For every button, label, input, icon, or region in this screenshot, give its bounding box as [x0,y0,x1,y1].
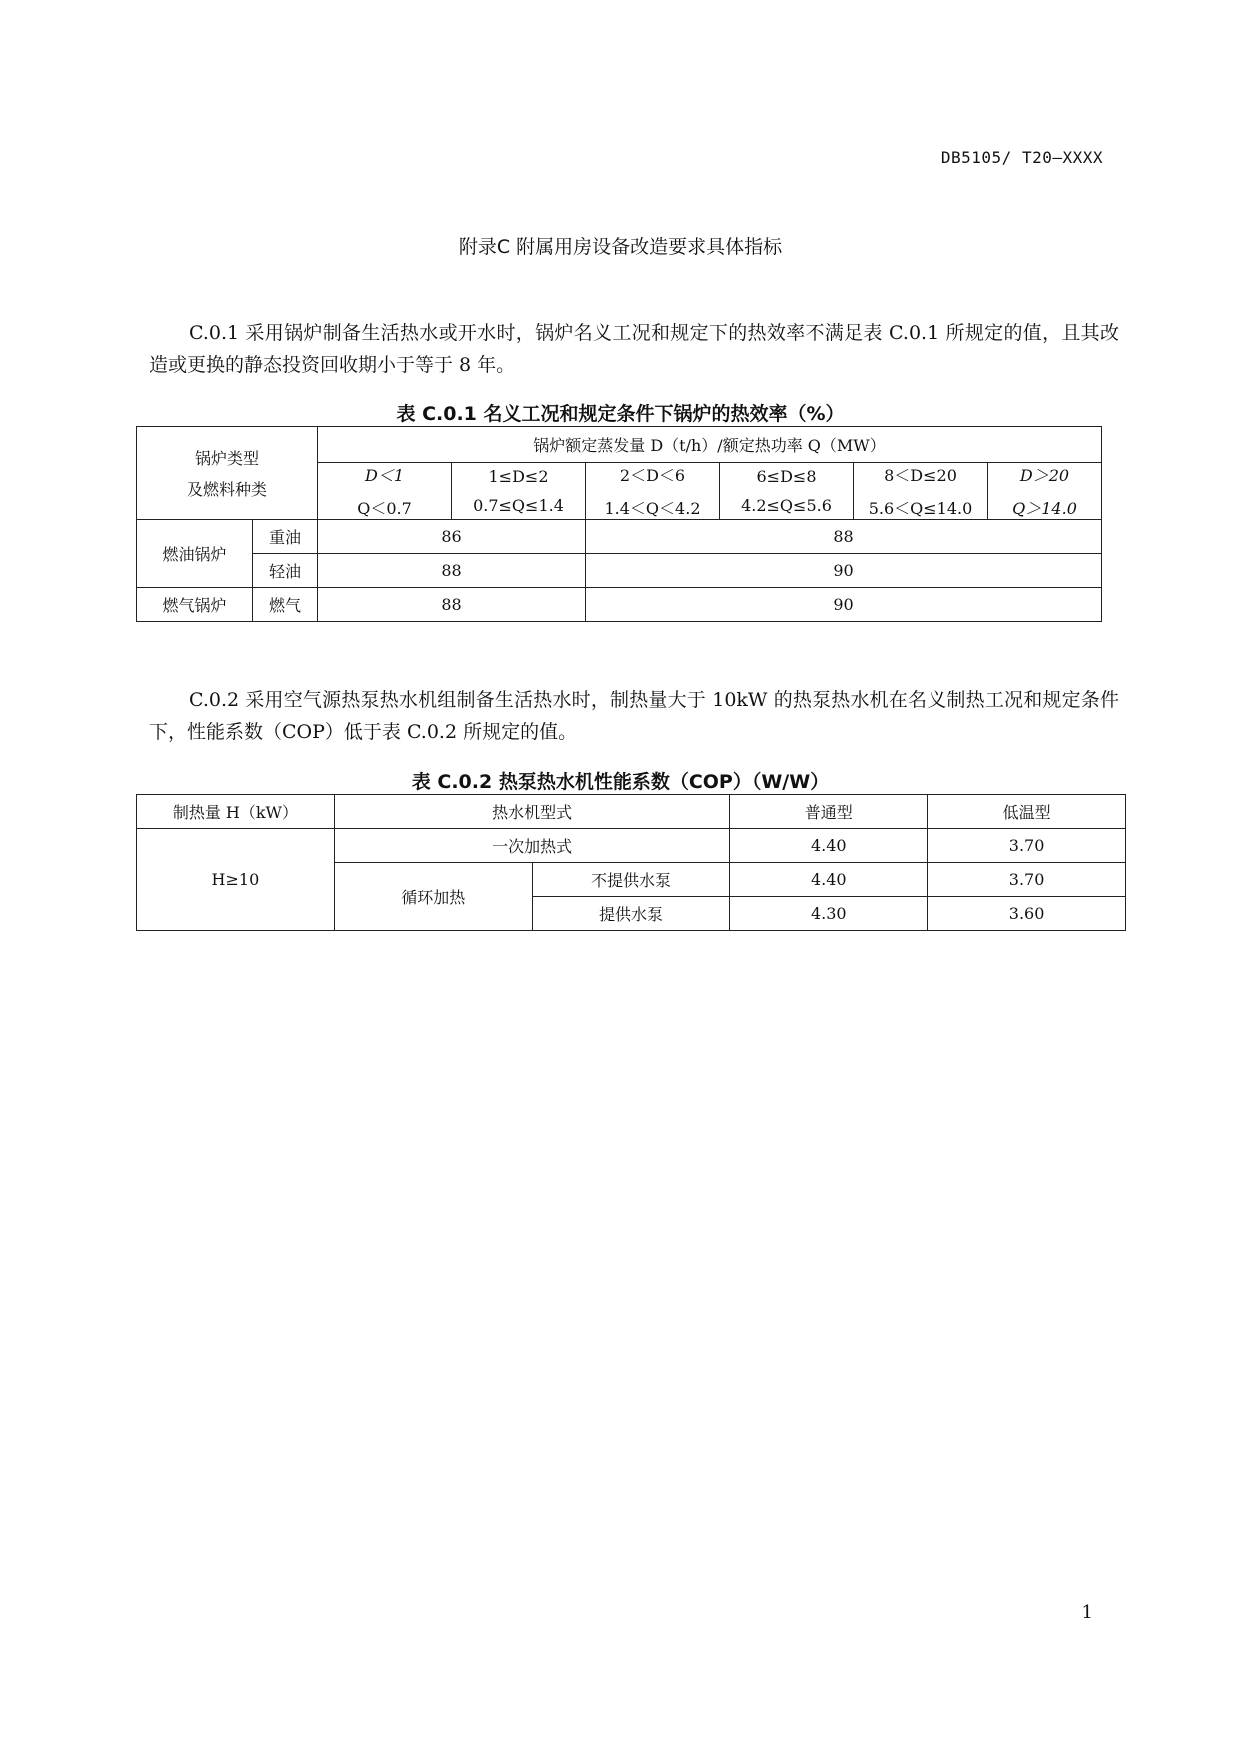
efficiency-value: 90 [586,554,1102,588]
page-number: 1 [1081,1602,1093,1623]
range-cell [854,463,988,520]
cop-low: 3.60 [928,897,1126,931]
range-d: D＞20 [1019,466,1070,485]
range-d: 2＜D＜6 [619,466,686,485]
type-cycle-heating: 循环加热 [334,863,532,931]
range-q: Q＜0.7 [357,499,412,518]
table-header-row [137,795,1126,829]
subtype-cell: 不提供水泵 [532,863,730,897]
cop-normal: 4.40 [730,829,928,863]
document-code: DB5105/ T20—XXXX [940,148,1103,167]
appendix-title: 附录C 附属用房设备改造要求具体指标 [458,236,783,258]
boiler-efficiency-table [136,426,1102,622]
capacity-header: 锅炉额定蒸发量 D（t/h）/额定热功率 Q（MW） [318,427,1102,463]
range-d: 8＜D≤20 [884,466,957,485]
range-d: D＜1 [364,466,404,485]
cop-normal: 4.30 [730,897,928,931]
cop-low: 3.70 [928,829,1126,863]
efficiency-value: 88 [318,588,586,622]
table-row [137,588,1102,622]
capacity-cell: H≥10 [137,829,335,931]
table-row [137,520,1102,554]
range-d: 1≤D≤2 [488,467,549,486]
range-d: 6≤D≤8 [756,467,817,486]
range-cell [318,463,452,520]
range-q: 1.4＜Q＜4.2 [604,499,701,518]
paragraph-c02: C.0.2 采用空气源热泵热水机组制备生活热水时，制热量大于 10kW 的热泵热水机在名义制热工况和规定条件下，性能系数（COP）低于表 C.0.2 所规定的值。 [149,689,1119,743]
table-row [137,829,1126,863]
subtype-cell: 提供水泵 [532,897,730,931]
cop-normal: 4.40 [730,863,928,897]
column-header: 普通型 [730,795,928,829]
heat-pump-cop-table [136,794,1126,931]
range-q: Q＞14.0 [1012,499,1077,518]
fuel-label: 燃气 [253,588,318,622]
table-row [137,554,1102,588]
efficiency-value: 88 [586,520,1102,554]
column-header: 低温型 [928,795,1126,829]
type-once-heating: 一次加热式 [334,829,730,863]
efficiency-value: 90 [586,588,1102,622]
paragraph-c01: C.0.1 采用锅炉制备生活热水或开水时，锅炉名义工况和规定下的热效率不满足表 C.0.1 所规定的值，且其改造或更换的静态投资回收期小于等于 8 年。 [149,322,1119,376]
boiler-type-header [137,427,318,520]
range-q: 5.6＜Q≤14.0 [868,499,973,518]
boiler-type-line2: 及燃料种类 [186,480,267,499]
cop-low: 3.70 [928,863,1126,897]
range-cell [988,463,1102,520]
efficiency-value: 86 [318,520,586,554]
range-cell [452,463,586,520]
fuel-label: 轻油 [253,554,318,588]
oil-boiler-label: 燃油锅炉 [137,520,253,588]
range-cell [720,463,854,520]
table2-title: 表 C.0.2 热泵热水机性能系数（COP）（W/W） [411,771,830,793]
column-header: 制热量 H（kW） [137,795,335,829]
table1-title: 表 C.0.1 名义工况和规定条件下锅炉的热效率（%） [396,403,845,425]
column-header: 热水机型式 [334,795,730,829]
range-q: 4.2≤Q≤5.6 [741,496,832,515]
gas-boiler-label: 燃气锅炉 [137,588,253,622]
boiler-type-line1: 锅炉类型 [194,449,259,468]
fuel-label: 重油 [253,520,318,554]
efficiency-value: 88 [318,554,586,588]
range-q: 0.7≤Q≤1.4 [473,496,564,515]
range-cell [586,463,720,520]
